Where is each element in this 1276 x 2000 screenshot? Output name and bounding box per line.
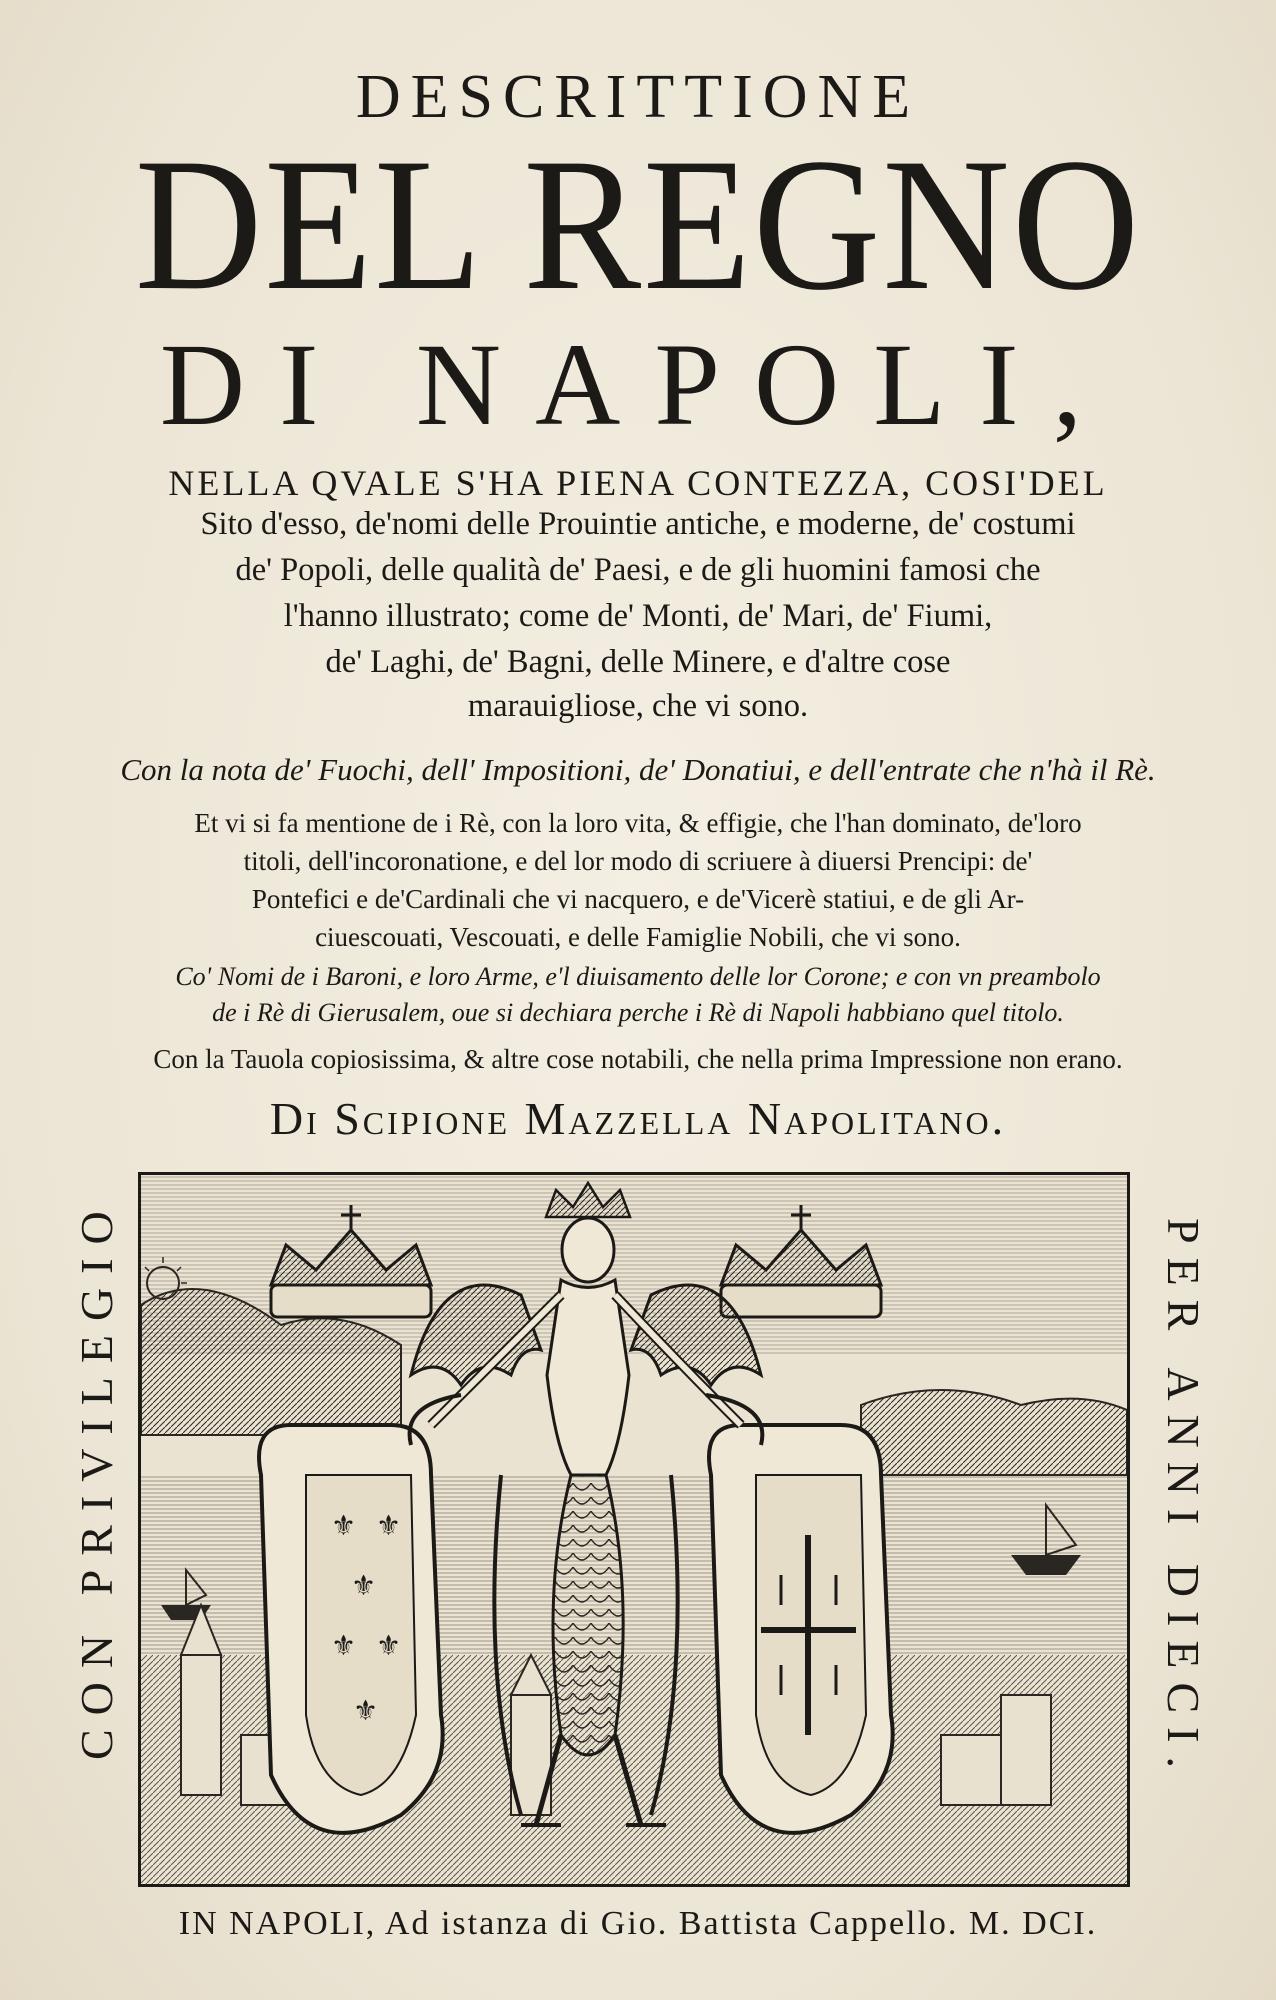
subtitle-line-4: l'hanno illustrato; come de' Monti, de' Mari, de' Fiumi, [283,598,993,634]
title-line-2: DEL REGNO [134,120,1142,330]
svg-text:⚜: ⚜ [376,1629,402,1662]
mention-line-4: ciuescouati, Vescouati, e delle Famiglie Nobili, che vi sono. [315,922,961,952]
subtitle-line-6: marauigliose, che vi sono. [467,688,809,724]
nota-line: Con la nota de' Fuochi, dell' Impositioni, de' Donatiui, e dell'entrate che n'hà il Rè. [120,752,1156,787]
svg-text:⚜: ⚜ [351,1569,377,1602]
svg-text:⚜: ⚜ [331,1629,357,1662]
left-coat-of-arms [259,1205,443,1833]
tauola-line: Con la Tauola copiosissima, & altre cose notabili, che nella prima Impressione non erano. [153,1044,1123,1074]
imprint-line: IN NAPOLI, Ad istanza di Gio. Battista Cappello. M. DCI. [178,1905,1098,1942]
right-coat-of-arms [709,1205,893,1833]
privilege-right: PER ANNI DIECI. [1158,1218,1209,1782]
svg-text:⚜: ⚜ [331,1509,357,1542]
mention-line-1: Et vi si fa mentione de i Rè, con la loro vita, & effigie, che l'han dominato, de'loro [194,808,1082,838]
svg-text:⚜: ⚜ [353,1694,379,1727]
svg-text:⚜: ⚜ [376,1509,402,1542]
title-line-3: DI NAPOLI, [159,319,1117,450]
baroni-line-2: de i Rè di Gierusalem, oue si dechiara perche i Rè di Napoli habbiano quel titolo. [212,998,1064,1027]
author-line: Di Scipione Mazzella Napolitano. [269,1093,1007,1144]
woodcut-illustration [138,1172,1130,1887]
baroni-line-1: Co' Nomi de i Baroni, e loro Arme, e'l diuisamento delle lor Corone; e con vn preambolo [175,962,1101,991]
subtitle-line-1: NELLA QVALE S'HA PIENA CONTEZZA, COSI'DEL [168,463,1108,503]
mention-line-3: Pontefici e de'Cardinali che vi nacquero, e de'Vicerè statiui, e de gli Ar- [251,884,1025,914]
subtitle-line-3: de' Popoli, delle qualità de' Paesi, e de gli huomini famosi che [235,552,1041,588]
privilege-left: CON PRIVILEGIO [71,1197,122,1760]
subtitle-line-2: Sito d'esso, de'nomi delle Prouintie antiche, e moderne, de' costumi [200,506,1076,542]
subtitle-line-5: de' Laghi, de' Bagni, delle Minere, e d'altre cose [325,644,951,680]
title-line-1: DESCRITTIONE [355,63,921,131]
mention-line-2: titoli, dell'incoronatione, e del lor modo di scriuere à diuersi Prencipi: de' [243,846,1033,876]
